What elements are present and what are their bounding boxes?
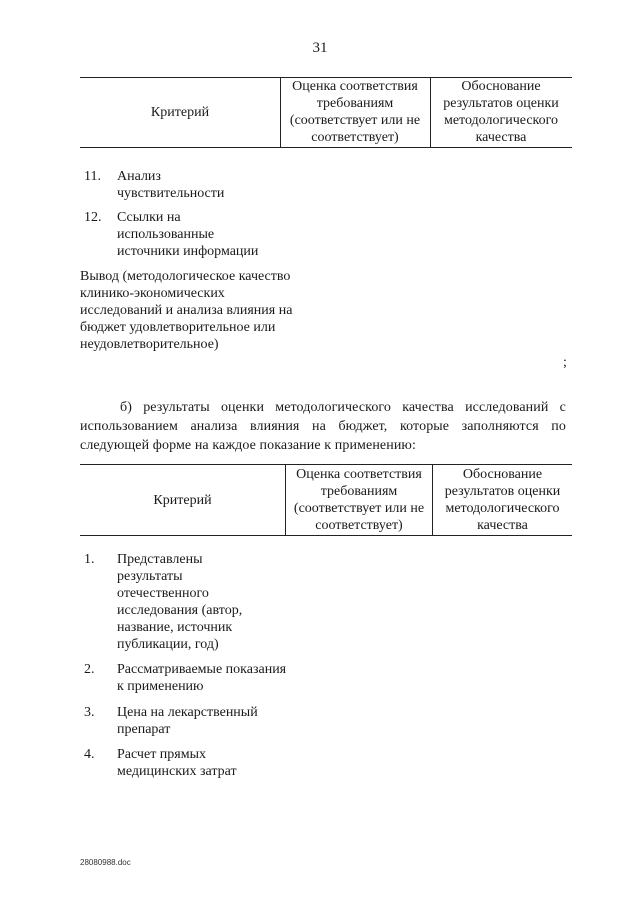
semicolon: ; [563, 355, 567, 370]
table-2-divider-2 [432, 464, 433, 535]
table-2-row-number: 2. [84, 662, 95, 677]
table-2-top-rule [80, 464, 572, 465]
justification-header: Обоснование результатов оценки методологического качества [443, 79, 559, 145]
table-1-divider-2 [430, 77, 431, 147]
page-number: 31 [312, 40, 328, 56]
table-2-row-number: 1. [84, 552, 95, 567]
table-2-row-text: Представлены результаты отечественного исследования (автор, название, источник публикации, год) [117, 552, 243, 652]
criterion-header: Критерий [150, 105, 210, 120]
justification-header: Обоснование результатов оценки методологического качества [444, 467, 561, 533]
table-2-divider-1 [285, 464, 286, 535]
table-2-header-bottom-rule [80, 535, 572, 536]
table-1-row-number: 11. [84, 169, 101, 184]
table-1-row-text: Ссылки на использованные источники информации [117, 210, 259, 259]
table-1-row-number: 12. [84, 210, 102, 225]
compliance-header: Оценка соответствия требованиям (соответствует или не соответствует) [289, 79, 421, 145]
table-2-row-text: Цена на лекарственный препарат [117, 705, 258, 737]
table-2-row-text: Расчет прямых медицинских затрат [117, 747, 237, 779]
conclusion-text: Вывод (методологическое качество клинико-экономических исследований и анализа влияния на бюджет удовлетворительное или неудовлетворительное) [80, 269, 293, 352]
table-1-divider-1 [280, 77, 281, 147]
table-2-row-number: 4. [84, 747, 95, 762]
footer-doc-code: 28080988.doc [80, 858, 131, 867]
paragraph-b: б) результаты оценки методологического качества исследований с использованием анализа влияния на бюджет, которые заполняются по следующей форме на каждое показание к применению: [80, 400, 566, 453]
table-1-row-text: Анализ чувствительности [117, 169, 225, 201]
table-2-row-text: Рассматриваемые показания к применению [117, 662, 287, 694]
criterion-header: Критерий [153, 493, 212, 508]
table-1-header-bottom-rule [80, 147, 572, 148]
table-2-row-number: 3. [84, 705, 95, 720]
compliance-header: Оценка соответствия требованиям (соответствует или не соответствует) [293, 467, 425, 533]
